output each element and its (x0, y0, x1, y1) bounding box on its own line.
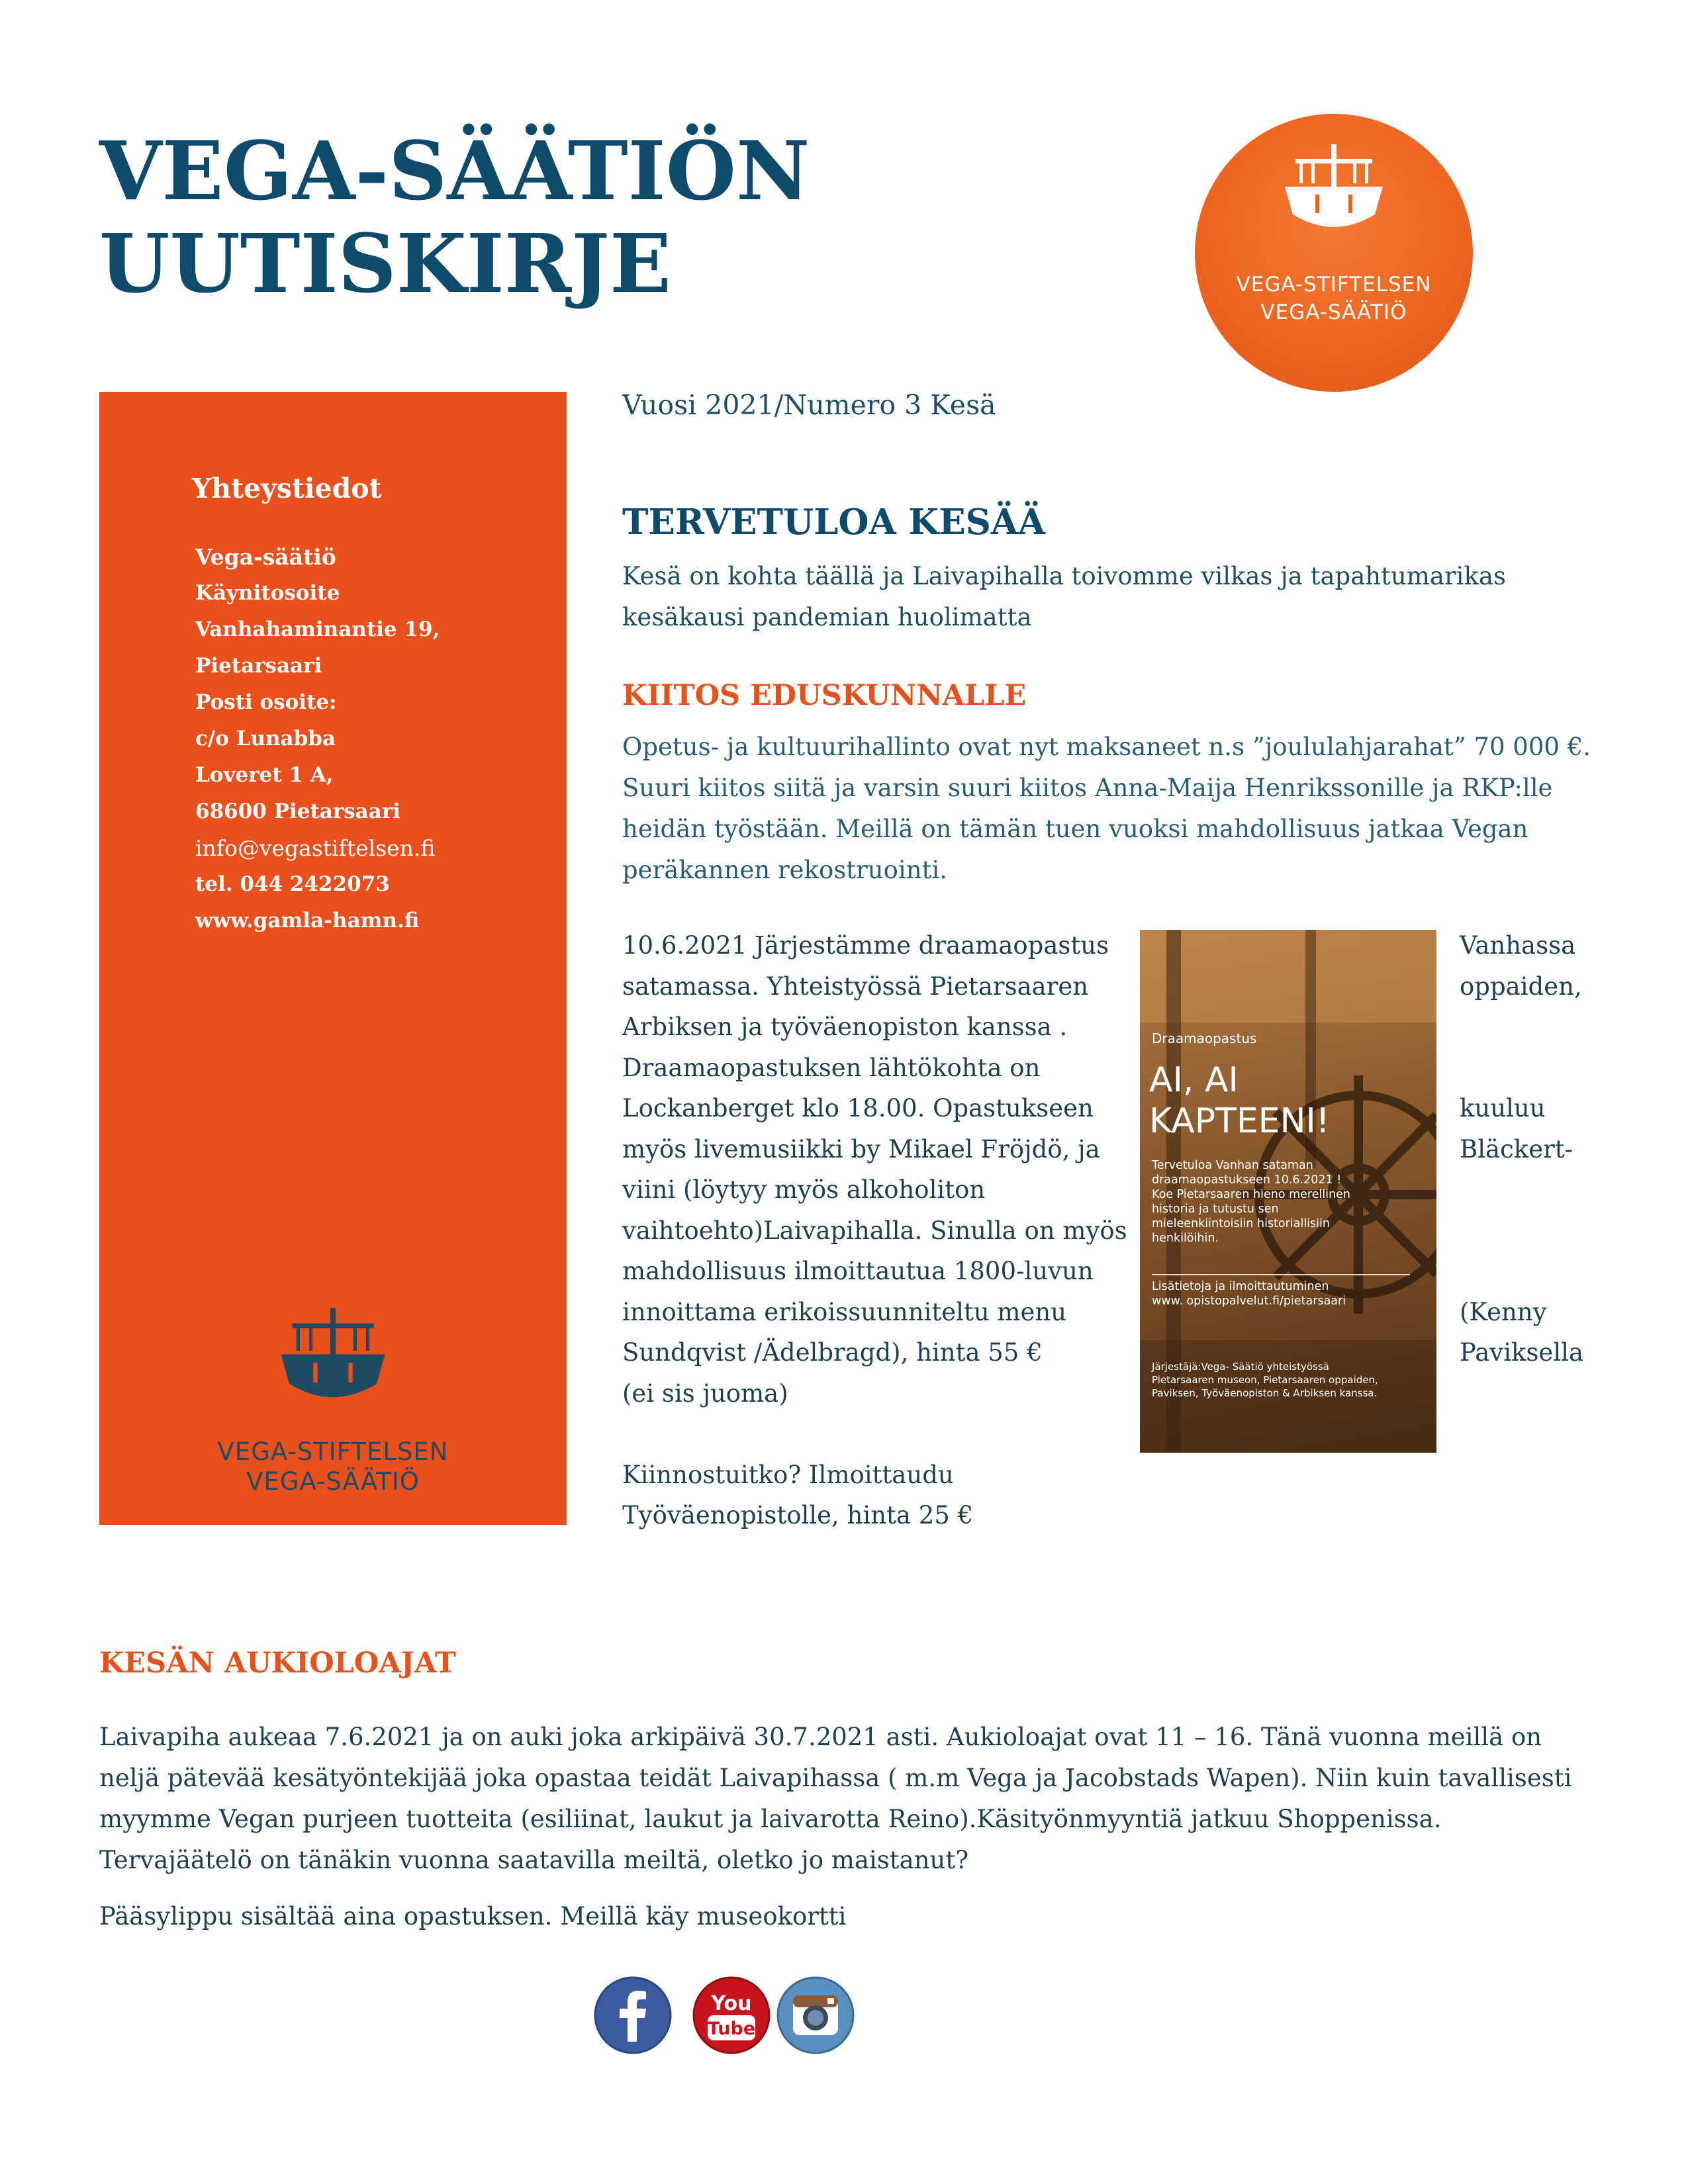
contact-visit-street: Vanhahaminantie 19, (195, 617, 440, 641)
event-line: Lockanberget klo 18.00. Opastukseen (622, 1094, 1094, 1122)
contact-postal-co: c/o Lunabba (195, 727, 336, 751)
contact-details (195, 539, 553, 939)
contact-visit-label: Käynitosoite (195, 581, 340, 605)
instagram-logo-graphic (776, 1976, 855, 2055)
event-line: Kiinnostuitko? Ilmoittaudu (622, 1460, 954, 1489)
poster-title (1149, 1060, 1330, 1142)
facebook-icon[interactable] (593, 1976, 673, 2055)
contact-heading: Yhteystiedot (192, 473, 382, 504)
poster-body-line: henkilöihin. (1152, 1232, 1219, 1245)
opening-hours-paragraph: Laivapiha aukeaa 7.6.2021 ja on auki joka arkipäivä 30.7.2021 asti. Aukioloajat ovat 11 – 16. Tänä vuonna meillä on neljä pätevää kesätyöntekijää joka opastaa teidät Laivapihassa ( m.m Vega ja Jacobstads Wapen). Niin kuin tavallisesti myymme Vegan purjeen tuotteita (esiliinat, laukut ja laivarotta Reino).Käsityönmyyntiä jatkuu Shoppenissa. Tervajäätelö on tänäkin vuonna saatavilla meiltä, oletko jo maistanut? (99, 1723, 1572, 1874)
overflow-line (1460, 1048, 1658, 1089)
thanks-heading: KIITOS EDUSKUNNALLE (622, 679, 1027, 712)
poster-body-line: Koe Pietarsaaren hieno merellinen (1152, 1188, 1351, 1201)
poster-body-line: Tervetuloa Vanhan sataman (1152, 1159, 1313, 1172)
poster-title-line-2: KAPTEENI! (1149, 1101, 1330, 1141)
event-overflow-column (1460, 925, 1658, 1373)
logo-text-finnish: VEGA-SÄÄTIÖ (1260, 300, 1407, 324)
poster-kicker: Draamaopastus (1152, 1030, 1257, 1046)
thanks-paragraph: Opetus- ja kultuurihallinto ovat nyt maksaneet n.s ”joululahjarahat” 70 000 €. Suuri kiitos siitä ja varsin suuri kiitos Anna-Maija Henrikssonille ja RKP:lle heidän työstään. Meillä on tämän tuen vuoksi mahdollisuus jatkaa Vegan peräkannen rekostruointi. (622, 733, 1591, 884)
event-line: mahdollisuus ilmoittautua 1800-luvun (622, 1257, 1094, 1285)
overflow-line: Paviksella (1460, 1338, 1584, 1367)
issue-number: Vuosi 2021/Numero 3 Kesä (622, 389, 996, 421)
welcome-heading: TERVETULOA KESÄÄ (622, 502, 1046, 543)
vega-logo-circle (1195, 114, 1473, 392)
event-poster (1140, 930, 1436, 1453)
event-line (622, 1414, 1132, 1455)
event-description (622, 925, 1132, 1536)
poster-info-line: www. opistopalvelut.fi/pietarsaari (1152, 1295, 1346, 1308)
event-line: Arbiksen ja työväenopiston kanssa . (622, 1013, 1068, 1041)
poster-info-line: Lisätietoja ja ilmoittautuminen (1152, 1280, 1329, 1293)
poster-body-line: historia ja tutustu sen (1152, 1203, 1279, 1216)
sidebar-logo-text-swedish: VEGA-STIFTELSEN (217, 1437, 449, 1466)
title-line-1: VEGA-SÄÄTIÖN (99, 123, 810, 218)
event-line: Draamaopastuksen lähtökohta on (622, 1053, 1041, 1082)
contact-website-link[interactable]: www.gamla-hamn.fi (195, 909, 420, 933)
event-line: Työväenopistolle, hinta 25 € (622, 1501, 974, 1529)
event-line: innoittama erikoissuunniteltu menu (622, 1297, 1067, 1326)
youtube-word-you: You (711, 1992, 752, 2015)
poster-org-line: Pietarsaaren museon, Pietarsaaren oppaiden, (1152, 1374, 1378, 1386)
event-line: vaihtoehto)Laivapihalla. Sinulla on myös (622, 1216, 1127, 1245)
contact-org-name: Vega-säätiö (195, 544, 336, 570)
contact-sidebar (99, 392, 567, 1525)
ship-icon (267, 1305, 399, 1418)
contact-postal-street: Loveret 1 A, (195, 763, 334, 787)
overflow-line (1460, 1251, 1658, 1292)
newsletter-title (99, 124, 960, 310)
contact-postal-city: 68600 Pietarsaari (195, 799, 400, 823)
poster-org-line: Järjestäjä:Vega- Säätiö yhteistyössä (1152, 1361, 1329, 1373)
poster-body (1152, 1158, 1350, 1246)
welcome-paragraph: Kesä on kohta täällä ja Laivapihalla toivomme vilkas ja tapahtumarikas kesäkausi pandemian huolimatta (622, 562, 1506, 631)
contact-phone: tel. 044 2422073 (195, 872, 390, 896)
overflow-line (1460, 1210, 1658, 1251)
ticket-note: Pääsylippu sisältää aina opastuksen. Meillä käy museokortti (99, 1902, 847, 1931)
poster-organizers (1152, 1360, 1378, 1400)
title-line-2: UUTISKIRJE (99, 216, 671, 311)
opening-hours-heading: KESÄN AUKIOLOAJAT (99, 1647, 457, 1680)
ship-icon (1276, 140, 1392, 246)
poster-info (1152, 1279, 1346, 1308)
overflow-line (1460, 1169, 1658, 1210)
event-line: 10.6.2021 Järjestämme draamaopastus (622, 931, 1109, 960)
facebook-logo-graphic (593, 1976, 673, 2055)
event-line: myös livemusiikki by Mikael Fröjdö, ja (622, 1134, 1100, 1163)
instagram-icon[interactable] (776, 1976, 855, 2055)
event-line: viini (löytyy myös alkoholiton (622, 1175, 986, 1204)
poster-body-line: mieleenkiintoisiin historiallisiin (1152, 1217, 1330, 1230)
event-line: (ei sis juoma) (622, 1379, 788, 1408)
contact-visit-city: Pietarsaari (195, 654, 322, 678)
overflow-line: (Kenny (1460, 1297, 1547, 1326)
poster-body-line: draamaopastukseen 10.6.2021 ! (1152, 1173, 1342, 1187)
overflow-line (1460, 1007, 1658, 1048)
poster-divider (1152, 1274, 1410, 1275)
youtube-logo-graphic (692, 1976, 771, 2055)
youtube-word-tube: Tube (707, 2019, 756, 2039)
sidebar-logo-text-finnish: VEGA-SÄÄTIÖ (246, 1467, 420, 1496)
event-line: satamassa. Yhteistyössä Pietarsaaren (622, 972, 1089, 1001)
contact-email-link[interactable]: info@vegastiftelsen.fi (195, 835, 436, 861)
poster-org-line: Paviksen, Työväenopiston & Arbiksen kanssa. (1152, 1387, 1378, 1399)
sidebar-vega-logo (184, 1305, 482, 1504)
logo-text-swedish: VEGA-STIFTELSEN (1236, 273, 1432, 296)
overflow-line: Vanhassa (1460, 931, 1576, 960)
poster-title-line-1: AI, AI (1149, 1060, 1239, 1100)
overflow-line: oppaiden, (1460, 972, 1582, 1001)
event-line: Sundqvist /Ädelbragd), hinta 55 € (622, 1338, 1043, 1367)
contact-postal-label: Posti osoite: (195, 690, 337, 714)
overflow-line: kuuluu (1460, 1094, 1546, 1122)
overflow-line: Bläckert- (1460, 1134, 1573, 1163)
youtube-icon[interactable] (692, 1976, 771, 2055)
